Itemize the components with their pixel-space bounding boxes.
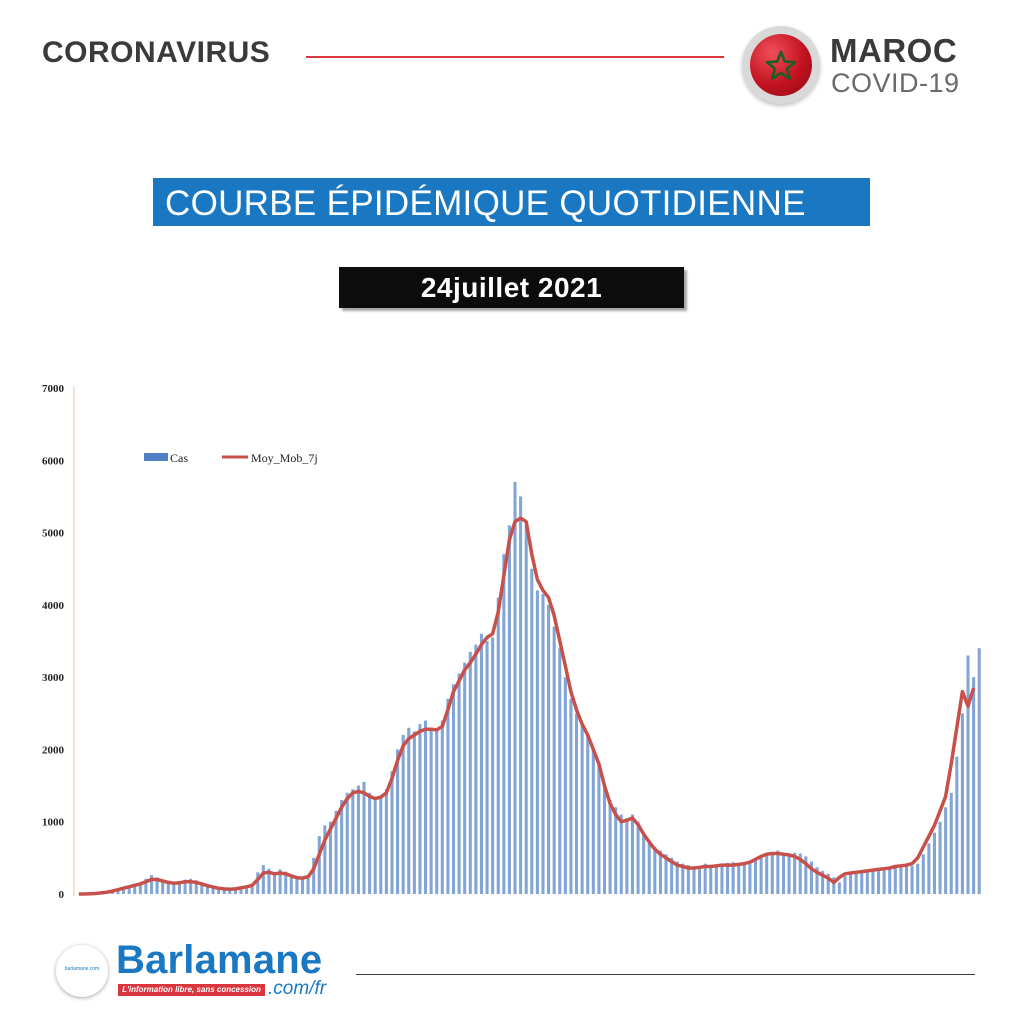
bar-cas [765, 854, 768, 894]
bar-cas [950, 793, 953, 894]
bar-cas [251, 887, 254, 894]
morocco-flag-icon [750, 34, 812, 96]
morocco-badge [742, 26, 820, 104]
bar-cas [581, 724, 584, 894]
covid-label: COVID-19 [831, 68, 960, 98]
bar-cas [452, 684, 455, 894]
bar-cas [541, 594, 544, 894]
bar-cas [497, 598, 500, 894]
bar-cas [430, 728, 433, 894]
bar-cas [351, 789, 354, 894]
bar-cas [972, 677, 975, 894]
bar-cas [966, 655, 969, 894]
chart-title-banner [153, 178, 870, 226]
y-tick-label: 6000 [42, 455, 64, 468]
bar-cas [502, 554, 505, 894]
barlamane-logo-icon [56, 945, 108, 997]
bar-cas [978, 648, 981, 894]
bar-cas [362, 782, 365, 894]
bar-cas [413, 731, 416, 894]
bar-cas [486, 641, 489, 894]
y-tick-label: 5000 [42, 527, 64, 540]
bar-cas [547, 605, 550, 894]
bar-cas [692, 867, 695, 894]
brand-name: Barlamane [116, 938, 323, 982]
y-tick-label: 0 [58, 889, 64, 901]
bar-cas [625, 818, 628, 894]
bar-cas [720, 864, 723, 894]
bar-cas [916, 864, 919, 894]
bar-cas [771, 852, 774, 894]
bar-cas [290, 876, 293, 894]
bar-cas [418, 724, 421, 894]
bar-cas [463, 663, 466, 894]
logo-badge-text: barlamane.com [64, 966, 100, 972]
bar-cas [955, 757, 958, 894]
bar-cas [782, 853, 785, 894]
bar-cas [262, 865, 265, 894]
bar-cas [894, 866, 897, 894]
report-date: 24juillet 2021 [420, 272, 603, 303]
bar-cas [888, 867, 891, 894]
legend-label-cas: Cas [170, 451, 188, 465]
bar-cas [614, 807, 617, 894]
brand-domain: .com/fr [268, 978, 327, 999]
bar-cas [648, 840, 651, 894]
bar-cas [597, 764, 600, 894]
bar-cas [441, 721, 444, 894]
star-icon [766, 50, 796, 80]
bar-cas [390, 771, 393, 894]
bar-cas [474, 645, 477, 894]
bar-cas [402, 735, 405, 894]
bar-cas [424, 721, 427, 894]
legend-swatch-cas [144, 453, 168, 461]
bar-cas [435, 731, 438, 894]
bar-cas [698, 866, 701, 894]
bar-cas [603, 786, 606, 894]
bar-cas [586, 735, 589, 894]
header-divider [306, 56, 724, 58]
y-tick-label: 7000 [42, 383, 64, 395]
bar-cas [726, 863, 729, 894]
bar-cas [519, 496, 522, 894]
bar-cas [609, 800, 612, 894]
bar-cas [569, 699, 572, 894]
bar-cas [368, 793, 371, 894]
bar-cas [911, 866, 914, 894]
brand-tagline: L'information libre, sans concession [118, 984, 265, 996]
bar-cas [407, 728, 410, 894]
bar-cas [295, 878, 298, 894]
bar-cas [905, 865, 908, 894]
bar-cas [788, 854, 791, 894]
bar-cas [877, 869, 880, 894]
chart-title: COURBE ÉPIDÉMIQUE QUOTIDIENNE [165, 184, 806, 223]
date-banner [339, 267, 684, 308]
bar-cas [558, 648, 561, 894]
bar-cas [575, 713, 578, 894]
bar-cas [860, 871, 863, 894]
epidemic-curve-chart [0, 360, 1024, 920]
bar-cas [709, 865, 712, 894]
bar-cas [939, 822, 942, 894]
bar-cas [374, 800, 377, 894]
bar-cas [385, 789, 388, 894]
bar-cas [379, 796, 382, 894]
bar-cas [536, 590, 539, 894]
bar-cas [933, 833, 936, 894]
bar-cas [318, 836, 321, 894]
bar-cas [754, 861, 757, 894]
bar-cas [659, 851, 662, 894]
bar-cas [508, 525, 511, 894]
bar-cas [883, 868, 886, 894]
bar-cas [922, 854, 925, 894]
bar-cas [273, 872, 276, 894]
y-tick-label: 4000 [42, 599, 64, 612]
bar-cas [357, 786, 360, 894]
bar-cas [340, 800, 343, 894]
y-tick-label: 2000 [42, 744, 64, 757]
y-tick-label: 3000 [42, 672, 64, 685]
bar-cas [346, 793, 349, 894]
bar-cas [776, 851, 779, 894]
legend-label-moy: Moy_Mob_7j [251, 451, 318, 465]
bar-cas [732, 862, 735, 894]
bar-cas [849, 872, 852, 894]
bar-cas [480, 634, 483, 894]
bar-cas [592, 749, 595, 894]
bar-cas [793, 853, 796, 894]
bar-cas [961, 713, 964, 894]
bar-cas [899, 865, 902, 894]
bar-cas [525, 525, 528, 894]
bar-cas [301, 877, 304, 894]
bar-cas [743, 864, 746, 894]
bar-cas [631, 814, 634, 894]
bar-cas [530, 569, 533, 894]
bar-cas [843, 876, 846, 894]
bar-cas [927, 843, 930, 894]
bar-cas [458, 674, 461, 894]
bar-cas [715, 864, 718, 894]
bar-cas [620, 814, 623, 894]
bar-cas [838, 882, 841, 894]
country-label: MAROC [830, 32, 958, 69]
bar-cas [564, 677, 567, 894]
bar-cas [642, 833, 645, 894]
bar-cas [653, 847, 656, 894]
y-tick-label: 1000 [42, 816, 64, 829]
bar-cas [944, 807, 947, 894]
bar-cas [446, 699, 449, 894]
bar-cas [396, 749, 399, 894]
bar-cas [866, 870, 869, 894]
bar-cas [855, 872, 858, 894]
bar-cas [513, 482, 516, 894]
bar-cas [491, 637, 494, 894]
bar-cas [760, 857, 763, 894]
bar-cas [637, 822, 640, 894]
bar-cas [469, 652, 472, 894]
bar-cas [748, 863, 751, 894]
bar-cas [553, 627, 556, 894]
bar-cas [871, 869, 874, 894]
header-title: CORONAVIRUS [42, 36, 271, 69]
footer-divider [356, 974, 975, 975]
bar-cas [737, 864, 740, 894]
